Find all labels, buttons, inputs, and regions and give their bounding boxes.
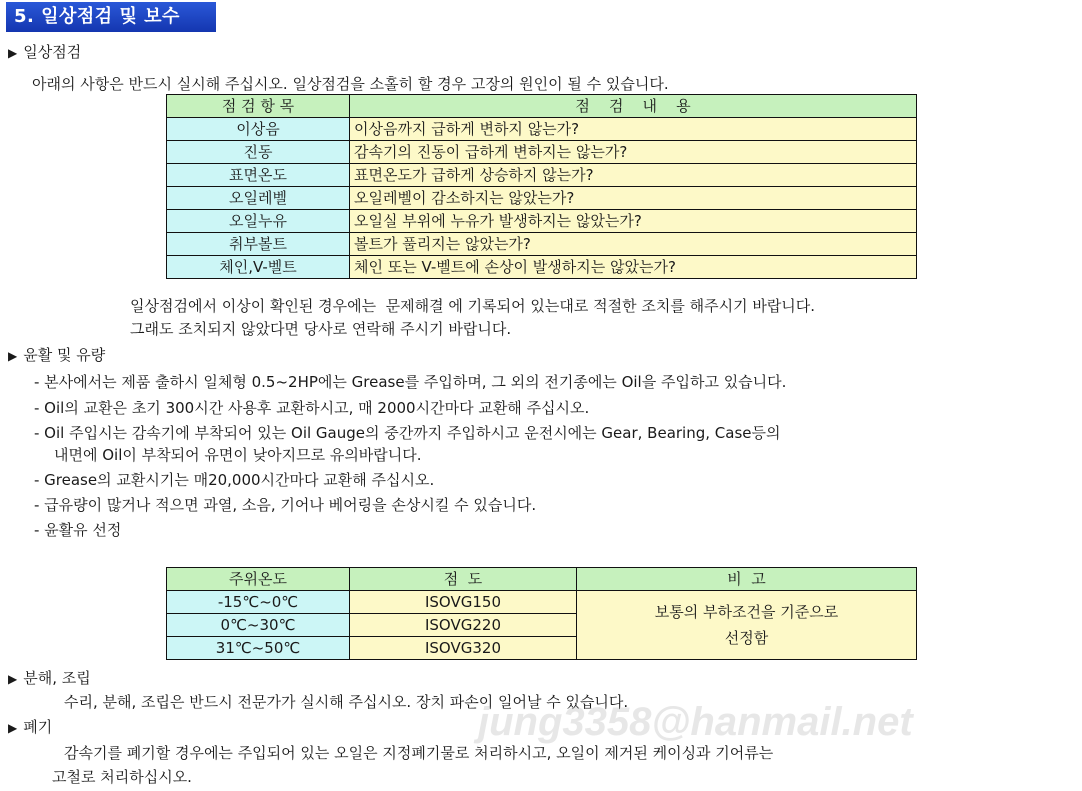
table-row [167, 187, 917, 210]
lube-bullet: - Oil의 교환은 초기 300시간 사용후 교환하시고, 매 2000시간마다 교환해 주십시오. [34, 399, 590, 417]
table-row [167, 233, 917, 256]
triangle-bullet-icon: ▶ [8, 349, 18, 363]
disposal-text-2: 고철로 처리하십시오. [52, 768, 192, 786]
row-item: 취부볼트 [167, 233, 350, 256]
lube-bullet: - 급유량이 많거나 적으면 과열, 소음, 기어나 베어링을 손상시킬 수 있습니다. [34, 496, 537, 514]
lube-heading-line [8, 346, 105, 365]
header-content: 점 검 내 용 [350, 95, 917, 118]
header-item: 점 검 항 목 [167, 95, 350, 118]
row-content: 오일레벨이 감소하지는 않았는가? [350, 187, 917, 210]
row-item: 이상음 [167, 118, 350, 141]
lube-heading: 윤활 및 유량 [23, 346, 106, 364]
table-header-row [167, 568, 917, 591]
table-header-row [167, 95, 917, 118]
assembly-text: 수리, 분해, 조립은 반드시 전문가가 실시해 주십시오. 장치 파손이 일어날 수 있습니다. [64, 693, 629, 711]
table-row [167, 256, 917, 279]
table-row [167, 141, 917, 164]
daily-heading: 일상점검 [23, 43, 82, 61]
row-item: 체인,V-벨트 [167, 256, 350, 279]
assembly-heading-line [8, 669, 91, 688]
row-content: 표면온도가 급하게 상승하지 않는가? [350, 164, 917, 187]
email-watermark: jung3358@hanmail.net [478, 700, 913, 744]
lube-bullet: - Grease의 교환시기는 매20,000시간마다 교환해 주십시오. [34, 471, 435, 489]
daily-heading-line [8, 43, 81, 62]
table-row [167, 118, 917, 141]
row-content: 이상음까지 급하게 변하지 않는가? [350, 118, 917, 141]
lube-bullet: - Oil 주입시는 감속기에 부착되어 있는 Oil Gauge의 중간까지 주입하시고 운전시에는 Gear, Bearing, Case등의 [34, 424, 781, 442]
row-content: 감속기의 진동이 급하게 변하지는 않는가? [350, 141, 917, 164]
table-row [167, 164, 917, 187]
viscosity-cell: ISOVG150 [350, 591, 577, 614]
row-item: 진동 [167, 141, 350, 164]
daily-after-1: 일상점검에서 이상이 확인된 경우에는 문제해결 에 기록되어 있는대로 적절한 조치를 해주시기 바랍니다. [130, 297, 816, 315]
header-temp: 주위온도 [167, 568, 350, 591]
row-content: 체인 또는 V-벨트에 손상이 발생하지는 않았는가? [350, 256, 917, 279]
remark-line-1: 보통의 부하조건을 기준으로 [654, 603, 839, 621]
assembly-heading: 분해, 조립 [23, 669, 91, 687]
row-item: 표면온도 [167, 164, 350, 187]
daily-intro: 아래의 사항은 반드시 실시해 주십시오. 일상점검을 소홀히 할 경우 고장의 원인이 될 수 있습니다. [32, 75, 669, 93]
table-row [167, 210, 917, 233]
temp-cell: -15℃~0℃ [167, 591, 350, 614]
viscosity-cell: ISOVG320 [350, 637, 577, 660]
triangle-bullet-icon: ▶ [8, 672, 18, 686]
row-content: 볼트가 풀리지는 않았는가? [350, 233, 917, 256]
lube-bullet-cont: 내면에 Oil이 부착되어 유면이 낮아지므로 유의바랍니다. [54, 446, 422, 464]
table-row [167, 591, 917, 614]
viscosity-cell: ISOVG220 [350, 614, 577, 637]
header-remark: 비 고 [577, 568, 917, 591]
row-item: 오일레벨 [167, 187, 350, 210]
lube-bullet: - 윤활유 선정 [34, 521, 122, 539]
section-title: 5. 일상점검 및 보수 [6, 2, 216, 32]
disposal-heading: 폐기 [23, 718, 53, 736]
inspection-table [166, 94, 917, 279]
disposal-heading-line [8, 718, 52, 737]
row-item: 오일누유 [167, 210, 350, 233]
remark-cell [577, 591, 917, 660]
temp-cell: 0℃~30℃ [167, 614, 350, 637]
oil-selection-table [166, 567, 917, 660]
lube-bullet: - 본사에서는 제품 출하시 일체형 0.5~2HP에는 Grease를 주입하며, 그 외의 전기종에는 Oil을 주입하고 있습니다. [34, 373, 787, 391]
disposal-text-1: 감속기를 폐기할 경우에는 주입되어 있는 오일은 지정폐기물로 처리하시고, 오일이 제거된 케이싱과 기어류는 [64, 744, 774, 762]
remark-line-2: 선정함 [724, 629, 769, 647]
triangle-bullet-icon: ▶ [8, 46, 18, 60]
triangle-bullet-icon: ▶ [8, 721, 18, 735]
row-content: 오일실 부위에 누유가 발생하지는 않았는가? [350, 210, 917, 233]
header-viscosity: 점 도 [350, 568, 577, 591]
daily-after-2: 그래도 조치되지 않았다면 당사로 연락해 주시기 바랍니다. [130, 320, 512, 338]
temp-cell: 31℃~50℃ [167, 637, 350, 660]
